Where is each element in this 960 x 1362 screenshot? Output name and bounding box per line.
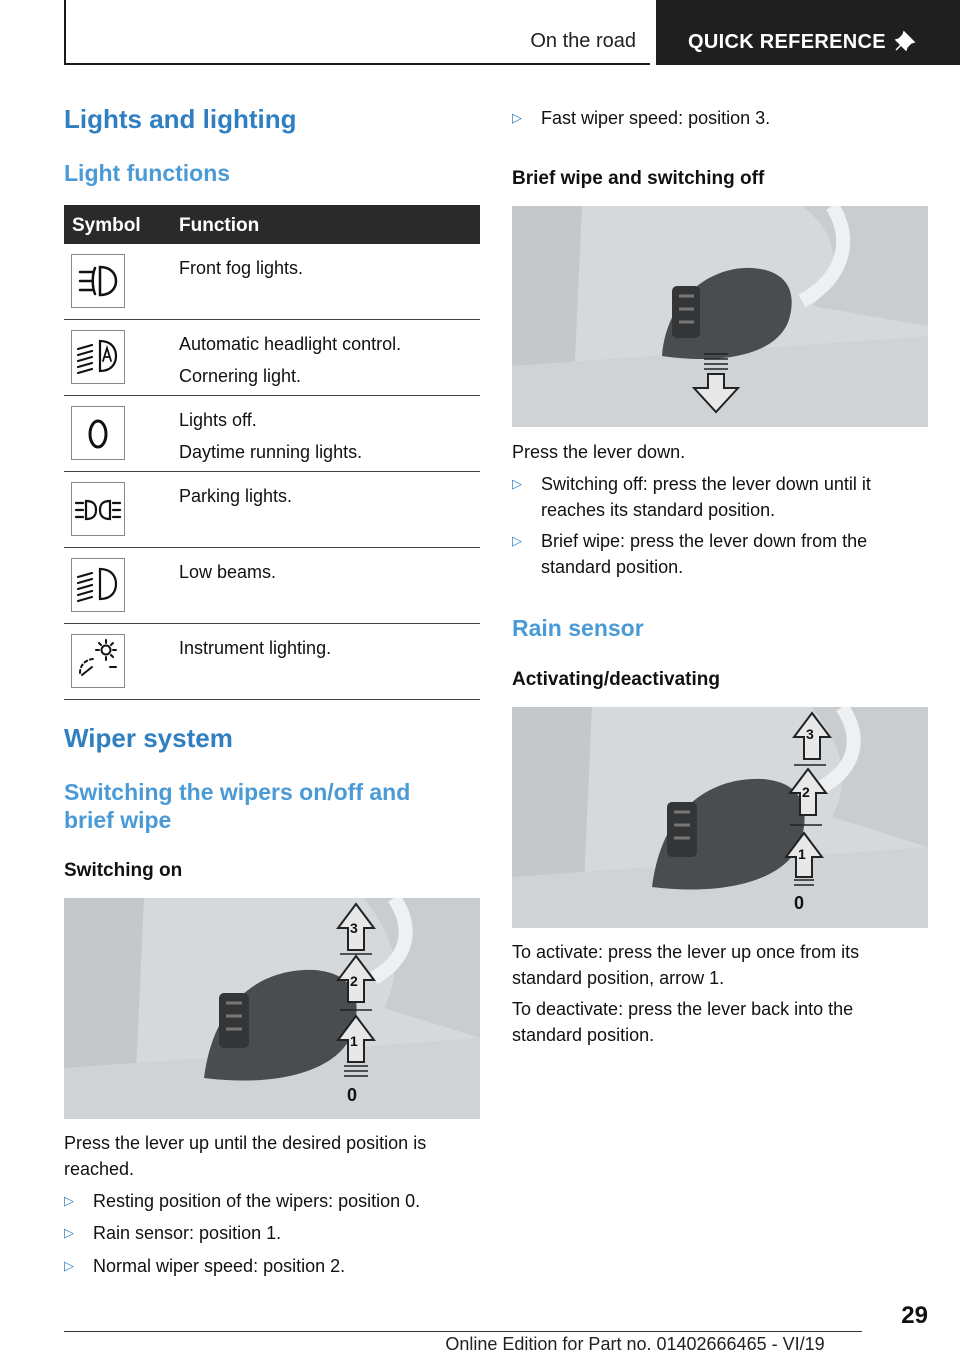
- wiper-lever-up-image: [64, 898, 480, 1119]
- function-line: Daytime running lights.: [179, 442, 363, 462]
- bullet-triangle-icon: ▷: [64, 1258, 74, 1273]
- function-text: Parking lights.: [179, 486, 293, 506]
- bullet-triangle-icon: ▷: [64, 1225, 74, 1240]
- function-text: Front fog lights.: [179, 258, 304, 278]
- list-item: [512, 528, 928, 580]
- quick-reference-label: QUICK REFERENCE: [688, 31, 886, 53]
- position-1-label: 1: [350, 1033, 358, 1049]
- automatic-headlight-icon: [71, 330, 125, 384]
- lights-off-icon: [71, 406, 125, 460]
- position-0-label: 0: [794, 893, 805, 913]
- instrument-lighting-icon: [71, 634, 125, 688]
- position-3-label: 3: [806, 726, 814, 742]
- table-row: [64, 472, 480, 548]
- footer-rule: [64, 1331, 862, 1332]
- table-row: [64, 548, 480, 624]
- light-functions-table: [64, 205, 480, 700]
- position-0-label: 0: [347, 1085, 358, 1105]
- list-item: [64, 1188, 480, 1214]
- position-3-label: 3: [350, 920, 358, 936]
- press-lever-up-text: Press the lever up until the desired position is reached.: [64, 1133, 427, 1179]
- list-item-text: Fast wiper speed: position 3.: [541, 108, 771, 128]
- heading-switching-on: Switching on: [64, 860, 183, 881]
- list-item: [512, 105, 928, 131]
- heading-brief-wipe: Brief wipe and switching off: [512, 168, 765, 189]
- position-2-label: 2: [350, 973, 358, 989]
- function-text: Low beams.: [179, 562, 277, 582]
- list-item-text: Resting position of the wipers: position 0.: [93, 1191, 421, 1211]
- bullet-triangle-icon: ▷: [512, 533, 522, 548]
- list-item: [64, 1253, 480, 1279]
- function-line: Automatic headlight control.: [179, 334, 402, 354]
- page-number: 29: [901, 1302, 928, 1329]
- header-section-title: On the road: [530, 30, 636, 52]
- heading-wiper-system: Wiper system: [64, 723, 233, 753]
- bullet-triangle-icon: ▷: [512, 110, 522, 125]
- position-1-label: 1: [798, 846, 806, 862]
- parking-lights-icon: [71, 482, 125, 536]
- table-header: [64, 205, 480, 244]
- function-text: [179, 404, 362, 468]
- list-item-text: Brief wipe: press the lever down from the standard position.: [541, 531, 868, 577]
- quick-reference-tab[interactable]: [656, 0, 960, 65]
- bullet-triangle-icon: ▷: [64, 1193, 74, 1208]
- function-text: Instrument lighting.: [179, 638, 332, 658]
- table-row: [64, 624, 480, 700]
- heading-lights-and-lighting: Lights and lighting: [64, 104, 297, 134]
- bullet-triangle-icon: ▷: [512, 476, 522, 491]
- list-item: [512, 471, 928, 523]
- heading-light-functions: Light functions: [64, 160, 231, 186]
- list-item-text: Normal wiper speed: position 2.: [93, 1256, 346, 1276]
- function-text: [179, 328, 401, 392]
- table-row: [64, 244, 480, 320]
- deactivate-text: To deactivate: press the lever back into the standard position.: [512, 999, 854, 1045]
- press-lever-down-text: Press the lever down.: [512, 442, 686, 462]
- activate-text: To activate: press the lever up once from its standard position, arrow 1.: [512, 942, 860, 988]
- header-rule: [64, 0, 66, 64]
- heading-activating: Activating/deactivating: [512, 669, 720, 690]
- front-fog-lights-icon: [71, 254, 125, 308]
- table-row: [64, 396, 480, 472]
- list-item-text: Switching off: press the lever down until it reaches its standard position.: [541, 474, 871, 520]
- wiper-lever-down-image: [512, 206, 928, 427]
- footer-edition: Online Edition for Part no. 01402666465 - VI/19: [445, 1334, 825, 1354]
- function-line: Cornering light.: [179, 366, 302, 386]
- list-item: [64, 1220, 480, 1246]
- rain-sensor-lever-image: [512, 707, 928, 928]
- function-line: Lights off.: [179, 410, 257, 430]
- heading-switching-wipers: Switching the wipers on/off and brief wipe: [64, 779, 411, 833]
- list-item-text: Rain sensor: position 1.: [93, 1223, 282, 1243]
- low-beams-icon: [71, 558, 125, 612]
- position-2-label: 2: [802, 784, 810, 800]
- header-underline: [64, 63, 650, 65]
- pushpin-icon: [894, 30, 916, 57]
- column-symbol: Symbol: [72, 215, 141, 236]
- heading-rain-sensor: Rain sensor: [512, 615, 644, 641]
- column-function: Function: [179, 215, 260, 236]
- table-row: [64, 320, 480, 396]
